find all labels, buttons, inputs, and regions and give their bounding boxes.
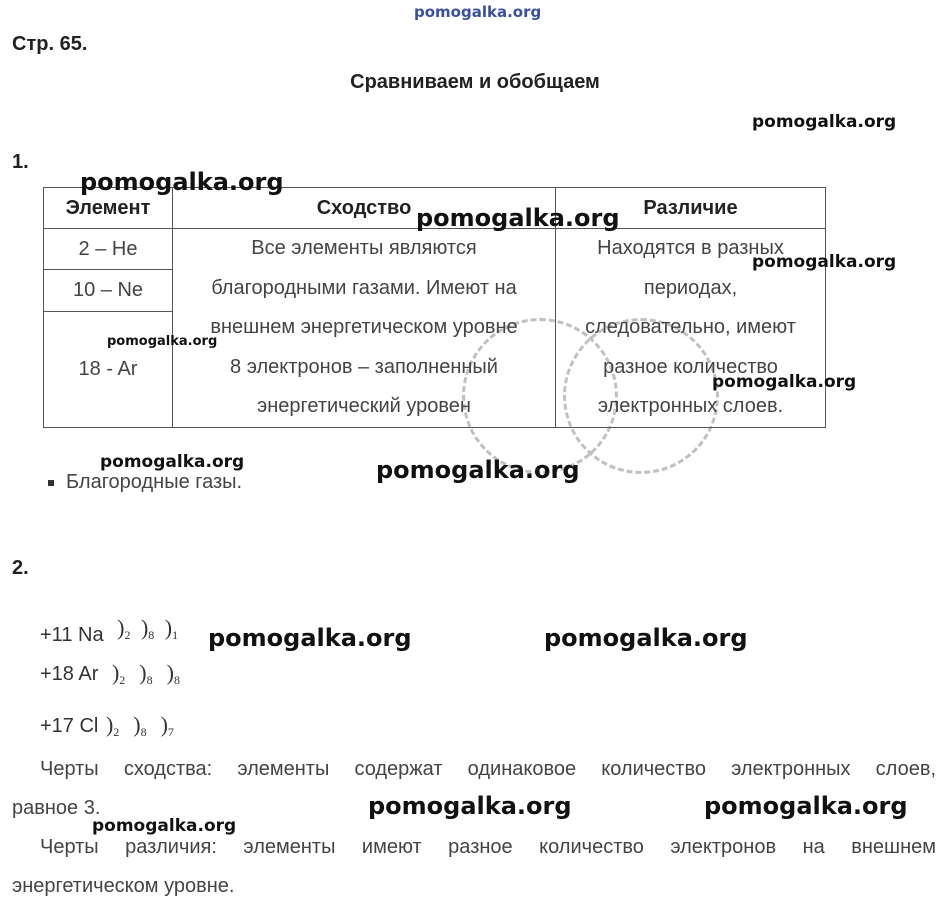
watermark: pomogalka.org [752, 112, 897, 132]
watermark: pomogalka.org [752, 252, 897, 272]
similarity-line: Все элементы являются [251, 237, 477, 259]
similarity-cell [173, 229, 556, 428]
shell-count: 2 [124, 627, 131, 642]
similarity-line: внешнем энергетическом уровне [210, 316, 518, 338]
shell-count: 8 [173, 672, 180, 687]
similarity-paragraph-line1: Черты сходства: элементы содержат одинаковое количество электронных слоев, [40, 758, 936, 780]
electron-shells: )$_2$ )$_8$ )$_8$ [111, 660, 180, 687]
shell-count: 8 [140, 724, 147, 739]
similarity-paragraph-line2: равное 3. [12, 797, 101, 819]
bullet-text: Благородные газы. [66, 471, 243, 493]
watermark: pomogalka.org [368, 792, 572, 820]
watermark: pomogalka.org [544, 624, 748, 652]
formula-label: +18 Ar [40, 663, 99, 685]
watermark: pomogalka.org [712, 372, 857, 392]
watermark: pomogalka.org [107, 334, 218, 349]
difference-line: Находятся в разных [597, 237, 784, 259]
page-reference: Стр. 65. [12, 33, 88, 55]
formula-label: +11 Na [40, 624, 104, 646]
shell-count: 2 [113, 724, 120, 739]
difference-line: периодах, [643, 276, 738, 299]
difference-line: следовательно, имеют [585, 316, 796, 338]
section-title: Сравниваем и обобщаем [350, 71, 600, 93]
similarity-line: 8 электронов – заполненный [230, 355, 498, 378]
shell-count: 2 [119, 672, 126, 687]
difference-paragraph-line1: Черты различия: элементы имеют разное количество электронов на внешнем [40, 836, 936, 858]
difference-line: разное количество [603, 355, 778, 378]
bullet-item [48, 471, 242, 494]
element-cell: 18 - Ar [44, 312, 173, 427]
header-difference: Различие [556, 188, 826, 229]
electron-shells: )$_2$ )$_8$ )$_1$ [117, 615, 179, 642]
difference-paragraph-line2: энергетическом уровне. [12, 875, 235, 897]
bullet-marker [48, 480, 54, 486]
element-cell: 2 – He [44, 229, 173, 270]
shell-count: 7 [167, 724, 174, 739]
similarity-line: энергетический уровен [257, 395, 471, 417]
watermark: pomogalka.org [80, 168, 284, 196]
watermark: pomogalka.org [208, 624, 412, 652]
shell-count: 8 [146, 672, 153, 687]
formula-chlorine [40, 712, 174, 740]
task-1-number: 1. [12, 151, 29, 173]
electron-shells: )$_2$ )$_8$ )$_7$ [105, 712, 174, 739]
watermark: pomogalka.org [376, 456, 580, 484]
difference-line: электронных слоев. [597, 395, 784, 417]
similarity-line: благородными газами. Имеют на [211, 276, 517, 299]
formula-sodium [40, 615, 178, 647]
watermark: pomogalka.org [92, 816, 237, 836]
formula-label: +17 Cl [40, 715, 99, 737]
shell-count: 8 [148, 627, 155, 642]
watermark: pomogalka.org [100, 452, 245, 472]
watermark: pomogalka.org [704, 792, 908, 820]
top-watermark: pomogalka.org [414, 3, 542, 21]
watermark: pomogalka.org [416, 204, 620, 232]
element-cell: 10 – Ne [44, 270, 173, 312]
task-2-number: 2. [12, 557, 29, 579]
formula-argon [40, 660, 180, 688]
shell-count: 1 [172, 627, 179, 642]
header-element: Элемент [44, 188, 173, 229]
table-row [44, 229, 826, 270]
header-similarity: Сходство [173, 188, 556, 229]
